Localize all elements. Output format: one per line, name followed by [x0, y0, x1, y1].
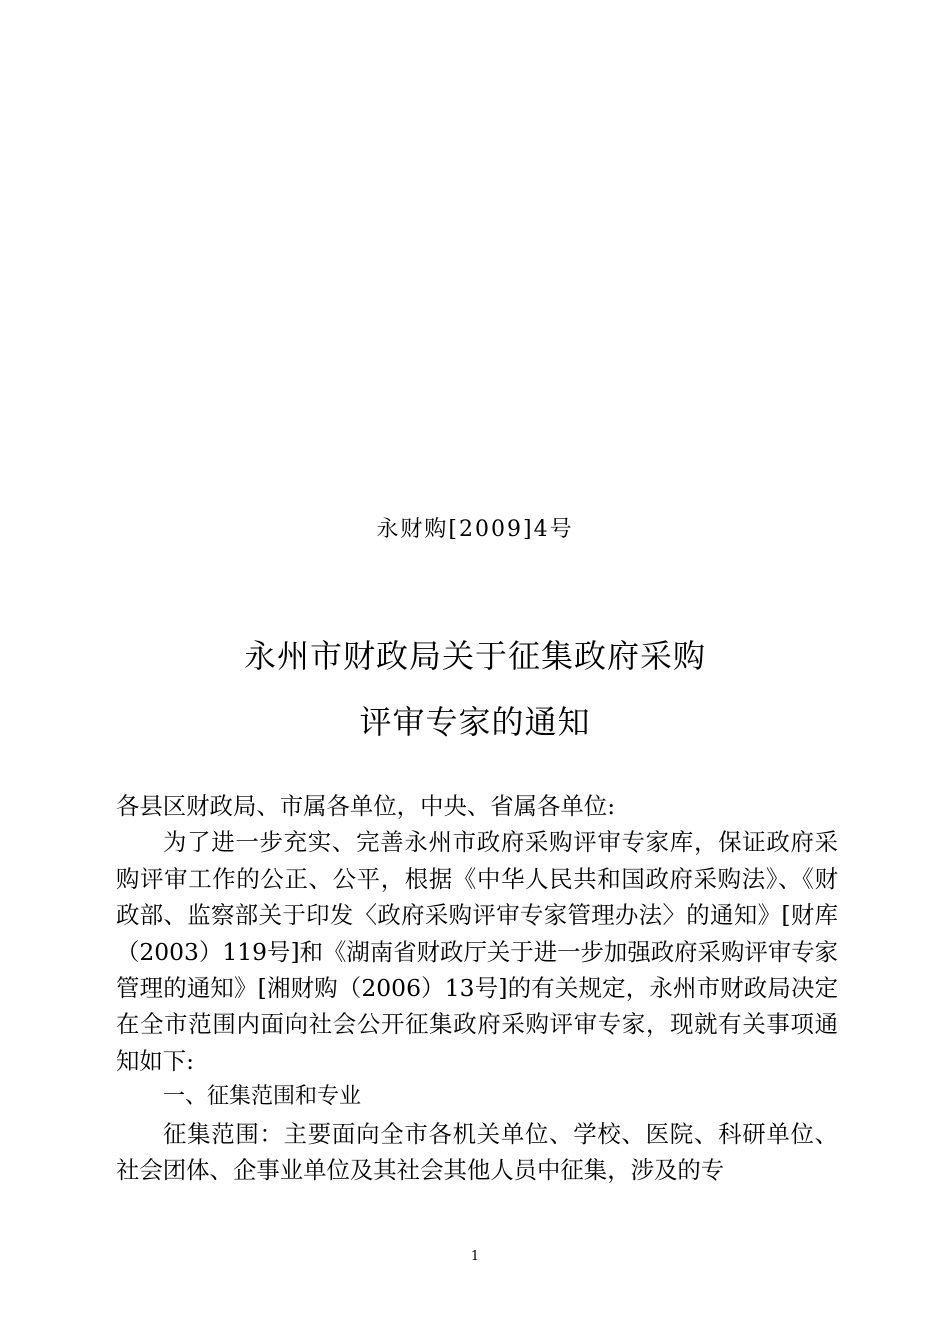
page-number: 1 [470, 1249, 480, 1264]
section-paragraph: 征集范围：主要面向全市各机关单位、学校、医院、科研单位、社会团体、企事业单位及其社会其他人员中征集，涉及的专 [116, 1119, 838, 1185]
document-number: 永财购[2009]4号 [376, 517, 574, 542]
intro-paragraph: 为了进一步充实、完善永州市政府采购评审专家库，保证政府采购评审工作的公正、公平，根据《中华人民共和国政府采购法》、《财政部、监察部关于印发〈政府采购评审专家管理办法〉的通知》[财库（2003）119号]和《湖南省财政厅关于进一步加强政府采购评审专家管理的通知》[湘财购（2006）13号]的有关规定，永州市财政局决定在全市范围内面向社会公开征集政府采购评审专家，现就有关事项通知如下: [116, 828, 838, 1075]
salutation: 各县区财政局、市属各单位，中央、省属各单位: [116, 792, 616, 820]
document-title-line-2: 评审专家的通知 [359, 703, 591, 741]
document-title-line-1: 永州市财政局关于征集政府采购 [243, 637, 706, 675]
document-body [116, 788, 838, 1188]
section-heading: 一、征集范围和专业 [163, 1084, 362, 1110]
